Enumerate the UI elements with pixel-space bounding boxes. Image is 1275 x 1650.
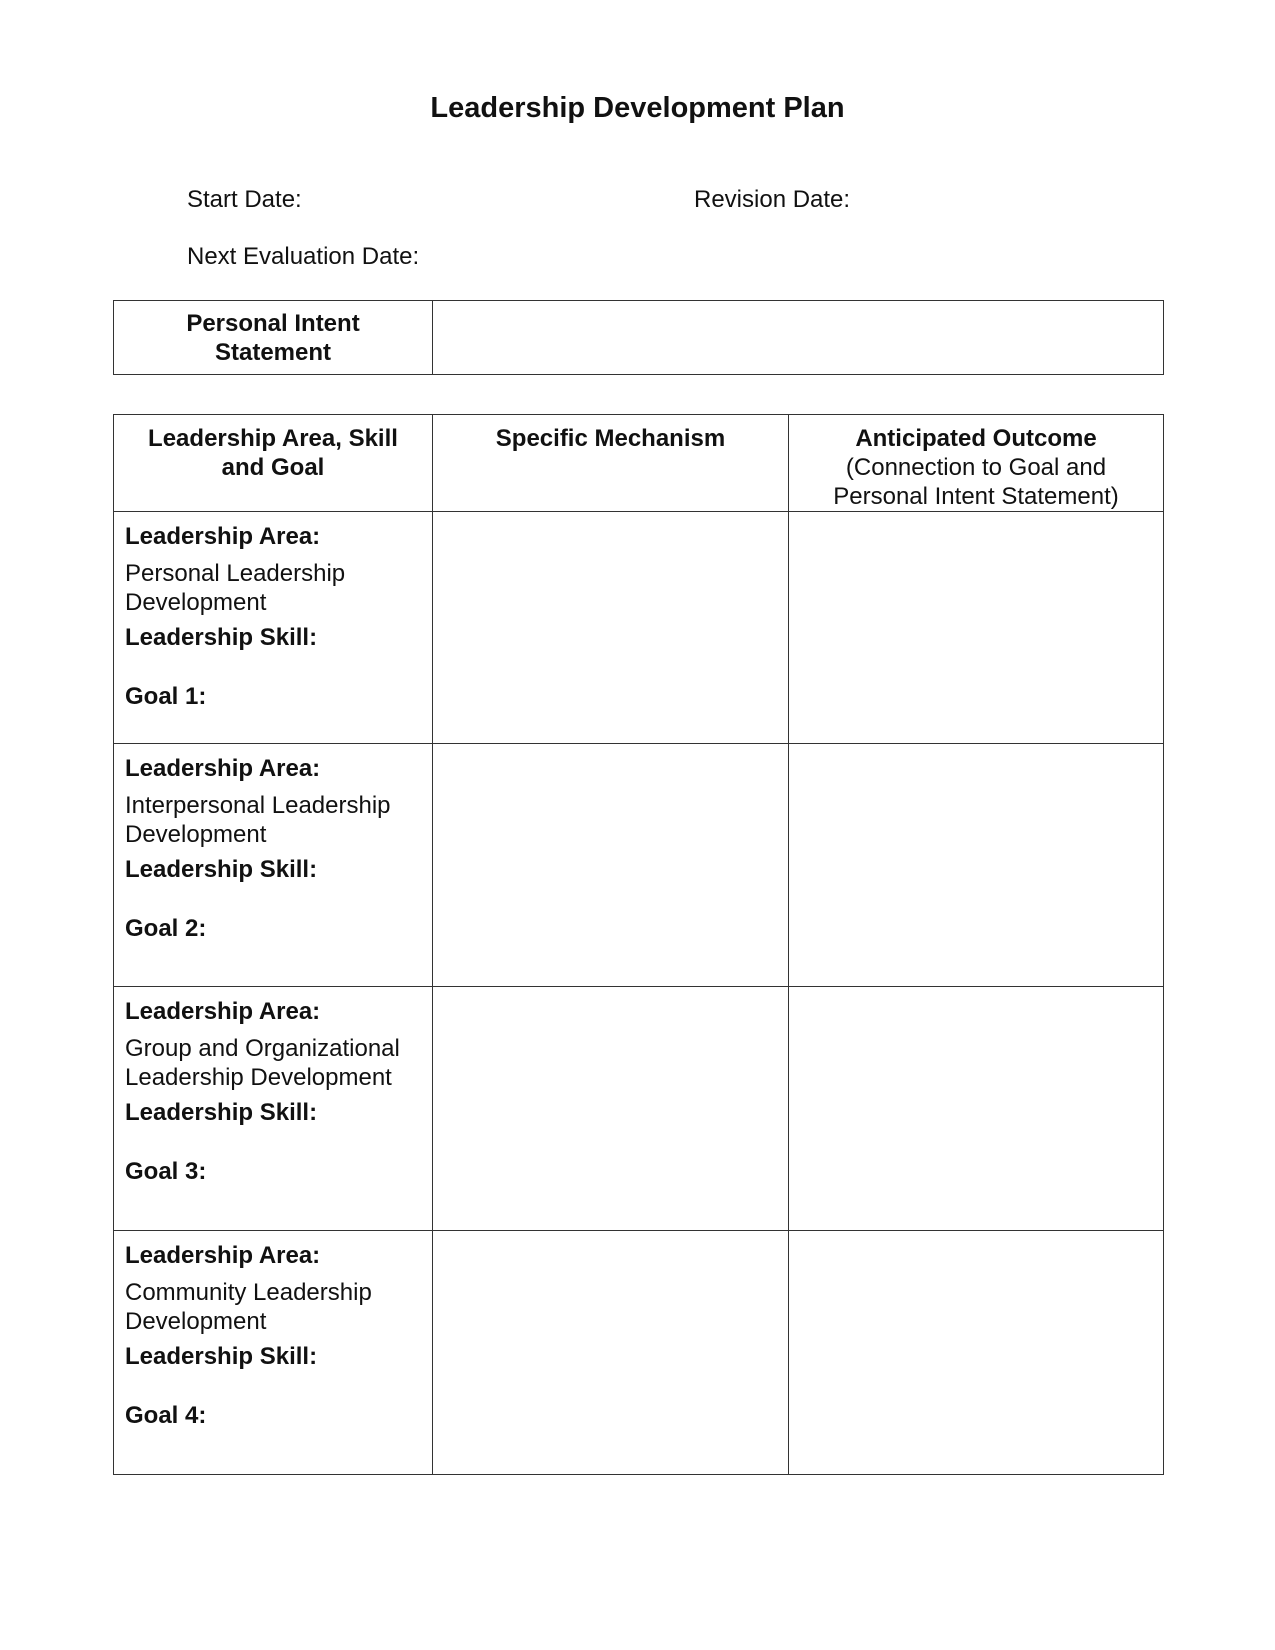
leadership-skill-label: Leadership Skill: [125,856,318,883]
area-skill-goal-cell[interactable] [114,987,433,1231]
specific-mechanism-cell[interactable] [433,512,789,744]
leadership-plan-table [113,414,1164,1475]
goal-label: Goal 2: [125,915,207,942]
leadership-area-value-line2: Development [125,821,267,848]
leadership-area-value-line2: Development [125,1308,267,1335]
leadership-area-value-line1: Community Leadership [125,1279,372,1306]
personal-intent-label-cell [114,301,433,375]
leadership-area-value [125,791,432,849]
header-anticipated-outcome-label: Anticipated Outcome [855,425,1097,452]
personal-intent-table [113,300,1164,375]
start-date-label: Start Date: [187,186,302,213]
anticipated-outcome-cell[interactable] [789,512,1164,744]
header-anticipated-outcome-line3: Personal Intent Statement) [833,483,1119,510]
leadership-area-value [125,559,432,617]
leadership-area-label: Leadership Area: [125,998,321,1025]
anticipated-outcome-cell[interactable] [789,1231,1164,1475]
header-area-skill-goal-line1: Leadership Area, Skill [148,425,398,452]
area-skill-goal-cell[interactable] [114,1231,433,1475]
specific-mechanism-cell[interactable] [433,987,789,1231]
personal-intent-value-cell[interactable] [433,301,1164,375]
anticipated-outcome-cell[interactable] [789,987,1164,1231]
table-row [114,512,1164,744]
header-area-skill-goal-line2: and Goal [221,454,325,481]
leadership-area-value-line2: Development [125,589,267,616]
leadership-area-value-line2: Leadership Development [125,1064,392,1091]
goal-label: Goal 1: [125,683,207,710]
goal-label: Goal 3: [125,1158,207,1185]
header-area-skill-goal [114,415,433,512]
header-anticipated-outcome-line2: (Connection to Goal and [845,454,1107,481]
leadership-skill-label: Leadership Skill: [125,1343,318,1370]
personal-intent-label-line1: Personal Intent [186,310,360,337]
specific-mechanism-cell[interactable] [433,744,789,987]
header-specific-mechanism-label: Specific Mechanism [495,425,726,452]
leadership-area-value-line1: Interpersonal Leadership [125,792,391,819]
header-anticipated-outcome [789,415,1164,512]
document-title: Leadership Development Plan [430,92,845,124]
revision-date-label: Revision Date: [694,186,851,213]
area-skill-goal-cell[interactable] [114,512,433,744]
leadership-skill-label: Leadership Skill: [125,624,318,651]
leadership-area-label: Leadership Area: [125,755,321,782]
leadership-area-value [125,1278,432,1336]
next-evaluation-date-label: Next Evaluation Date: [187,243,420,270]
leadership-area-value [125,1034,432,1092]
leadership-area-label: Leadership Area: [125,1242,321,1269]
leadership-skill-label: Leadership Skill: [125,1099,318,1126]
leadership-area-value-line1: Personal Leadership [125,560,346,587]
leadership-area-label: Leadership Area: [125,523,321,550]
table-row [114,987,1164,1231]
area-skill-goal-cell[interactable] [114,744,433,987]
goal-label: Goal 4: [125,1402,207,1429]
plan-header-row [114,415,1164,512]
specific-mechanism-cell[interactable] [433,1231,789,1475]
leadership-area-value-line1: Group and Organizational [125,1035,400,1062]
table-row [114,744,1164,987]
header-specific-mechanism [433,415,789,512]
personal-intent-label-line2: Statement [214,339,332,366]
table-row [114,1231,1164,1475]
anticipated-outcome-cell[interactable] [789,744,1164,987]
personal-intent-row [114,301,1164,375]
